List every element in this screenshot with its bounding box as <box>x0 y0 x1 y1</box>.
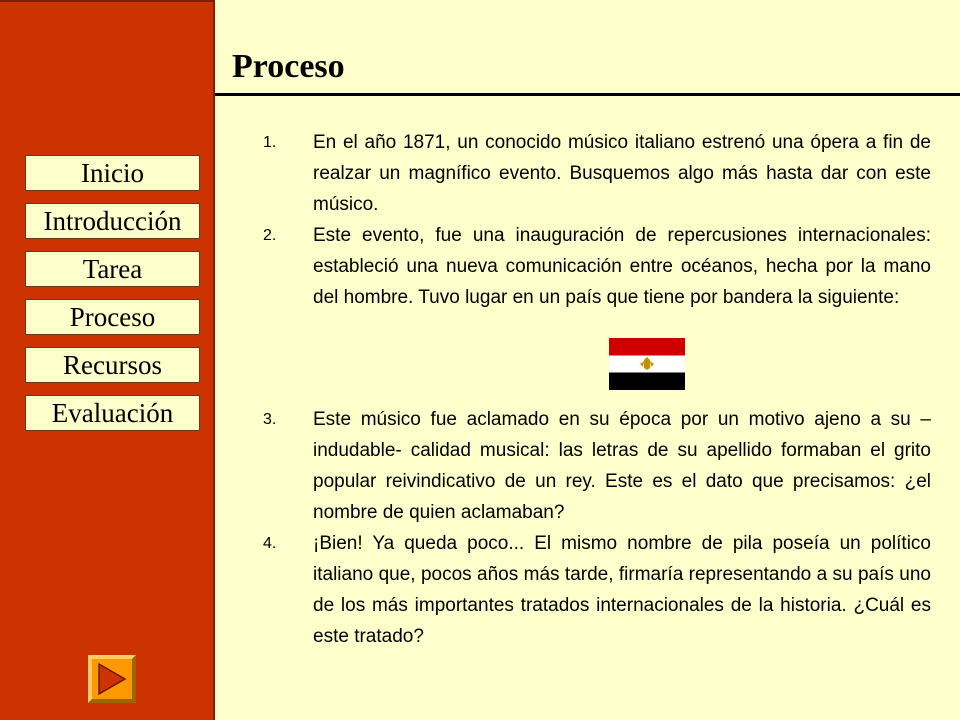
step-number: 4. <box>263 535 277 552</box>
nav-button-tarea[interactable]: Tarea <box>25 251 200 287</box>
steps-list-lower <box>263 404 931 652</box>
step-number: 2. <box>263 227 277 244</box>
step-text: ¡Bien! Ya queda poco... El mismo nombre de pila poseía un político italiano que, pocos años más tarde, firmaría representando a su país uno de los más importantes tratados internacionales de la historia. ¿Cuál es este tratado? <box>313 533 931 647</box>
step-text: En el año 1871, un conocido músico italiano estrenó una ópera a fin de realzar un magnífico evento. Busquemos algo más hasta dar con este músico. <box>313 132 931 215</box>
step-text: Este evento, fue una inauguración de repercusiones internacionales: estableció una nueva comunicación entre océanos, hecha por la mano del hombre. Tuvo lugar en un país que tiene por bandera la siguiente: <box>313 225 931 308</box>
list-item <box>263 404 931 528</box>
nav-button-recursos[interactable]: Recursos <box>25 347 200 383</box>
nav-button-inicio[interactable]: Inicio <box>25 155 200 191</box>
nav-button-proceso[interactable]: Proceso <box>25 299 200 335</box>
steps-list-upper <box>263 127 931 313</box>
step-number: 1. <box>263 134 277 151</box>
list-item <box>263 528 931 652</box>
sidebar <box>0 0 215 720</box>
page-title: Proceso <box>232 48 345 85</box>
step-text: Este músico fue aclamado en su época por un motivo ajeno a su –indudable- calidad musical: las letras de su apellido formaban el grito popular reivindicativo de un rey. Este es el dato que precisamos: ¿el nombre de quien aclamaban? <box>313 409 931 523</box>
next-slide-button[interactable] <box>88 655 136 703</box>
nav-button-evaluacion[interactable]: Evaluación <box>25 395 200 431</box>
egypt-flag-image <box>609 338 685 390</box>
step-number: 3. <box>263 411 277 428</box>
nav-button-introduccion[interactable]: Introducción <box>25 203 200 239</box>
title-divider <box>215 93 960 96</box>
list-item <box>263 127 931 220</box>
sidebar-top-rule <box>0 0 215 2</box>
list-item <box>263 220 931 313</box>
